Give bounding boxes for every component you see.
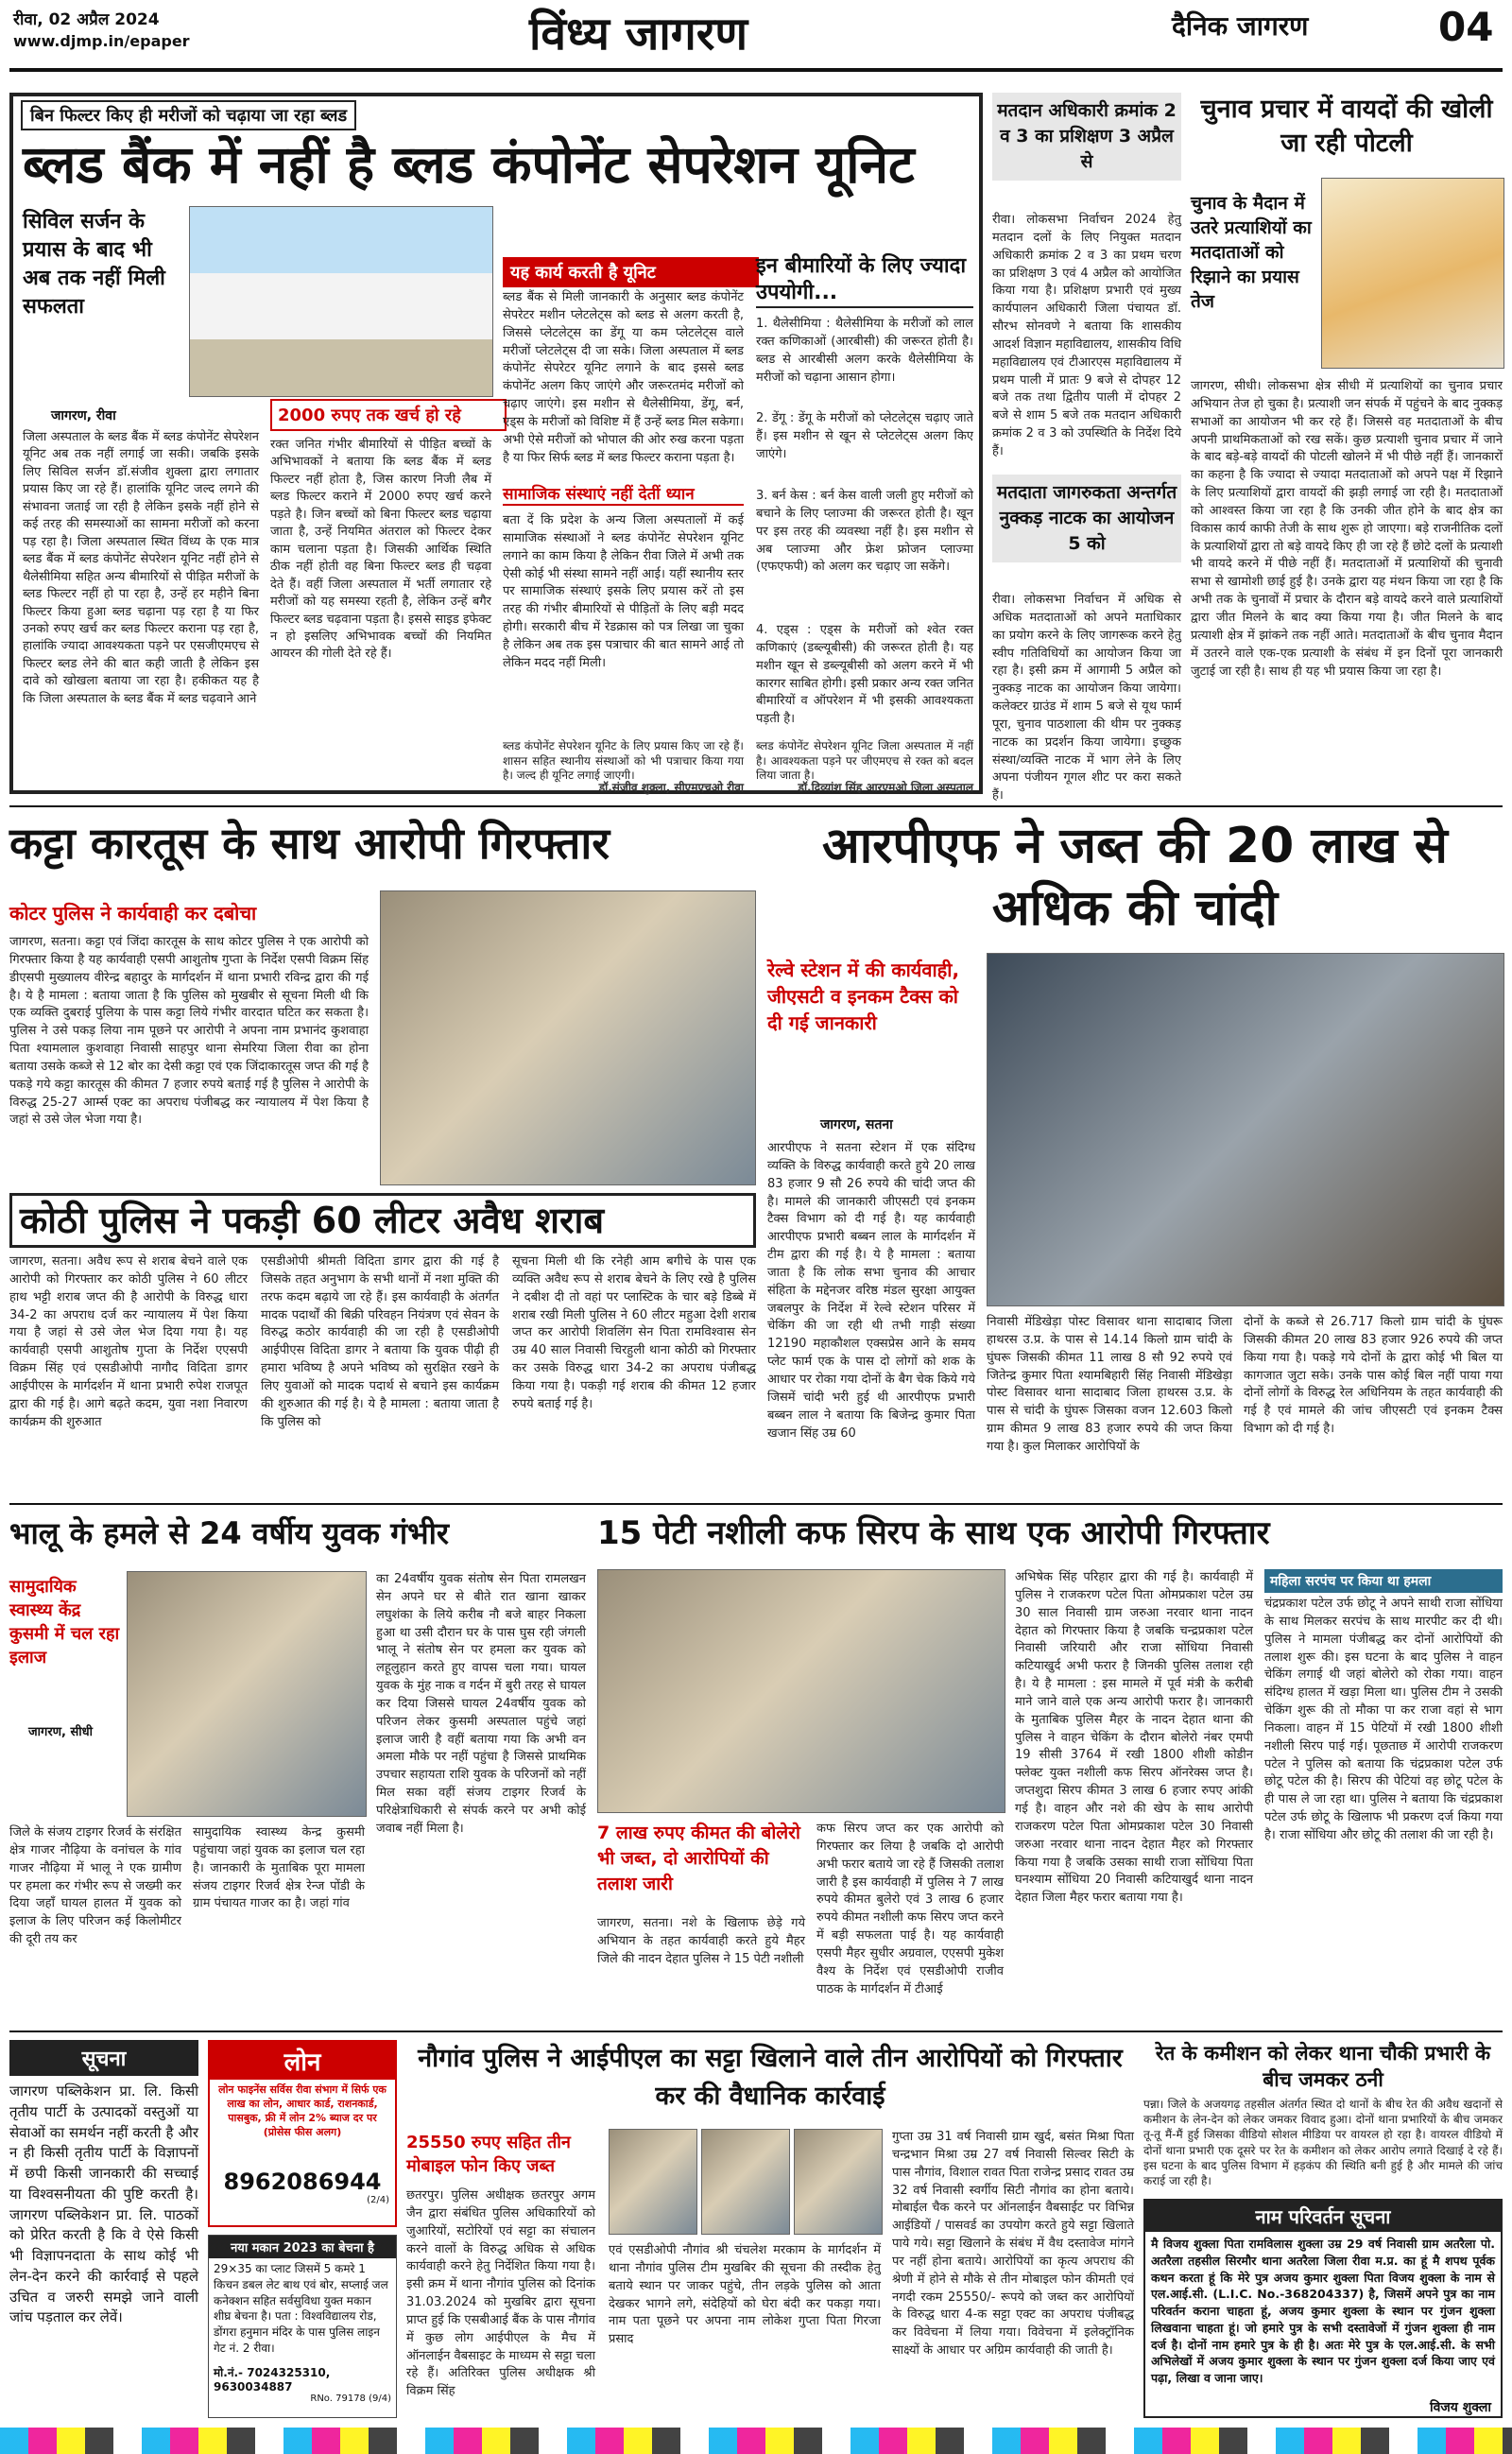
- rpf-headline: आरपीएफ ने जब्त की 20 लाख से अधिक की चांदी: [822, 818, 1448, 937]
- disease-head: इन बीमारियों के लिए ज्यादा उपयोगी...: [756, 253, 973, 308]
- loan-code: (2/4): [367, 2195, 389, 2205]
- cough-side-head: महिला सरपंच पर किया था हमला: [1264, 1569, 1503, 1593]
- ipl-body-3: गुप्ता उम्र 31 वर्ष निवासी ग्राम खुर्द, बसंत मिश्रा पिता चन्द्रभान मिश्रा उम्र 27 वर्ष निवासी सिल्वर सिटी के पास नौगांव, विशाल रावत पिता राजेन्द्र प्रसाद रावत उम्र 32 वर्ष निवासी स्वर्गीय सिटी नौगांव का होना बताये। मोबाईल चैक करने पर ऑनलाईन वैबसाईट पर विभिन्न आईडियों / पासवर्ड का उपयोग करते हुये सट्टा खिलाते पाये गये। सट्टा खिलाने के संबंध में वैध दस्तावेज मांगने पर नहीं होना बताये। आरोपियों का कृत्य अपराध की श्रेणी में होने से मौके से तीन मोबाइल फोन कीमती एवं नगदी रकम 25550/- रूपये को जब्त कर आरोपियों के विरुद्ध धारा 4-क सट्टा एक्ट का अपराध पंजीबद्ध कर विवेचना में लिया गया। विवेचना में इलेक्ट्रॉनिक साक्ष्यों के आधार पर अग्रिम कार्यवाही की जाती है।: [892, 2130, 1134, 2359]
- ipl-article: [406, 2040, 1134, 2418]
- cough-kicker: 7 लाख रुपए कीमत की बोलेरो भी जब्त, दो आरोपियों की तलाश जारी: [597, 1823, 800, 1894]
- ipl-photo-2: [701, 2129, 790, 2235]
- ipl-photo-3: [794, 2129, 883, 2235]
- name-change-notice: [1143, 2199, 1503, 2418]
- quote-2: ब्लड कंपोनेंट सेपरेशन यूनिट जिला अस्पताल में नहीं है। आवश्यकता पड़ने पर जीएमएच से रक्त को बदल लिया जाता है।: [756, 739, 973, 783]
- section-rule-3: [9, 2031, 1503, 2032]
- voter-awareness-head: मतदाता जागरुकता अन्तर्गत नुक्कड़ नाटक का आयोजन 5 को: [992, 475, 1181, 562]
- kothi-col-2: एसडीओपी श्रीमती विदिता डागर द्वारा की गई है जिसके तहत अनुभाग के सभी थानों में नशा मुक्ति की तरफ कदम बढ़ाये जा रहे हैं। इस कार्यवाही के अंतर्गत मादक पदार्थों की बिक्री परिवहन नियंत्रण एवं सेवन के विरुद्ध कठोर कार्यवाही की जा रही है एसडीओपी आईपीएस विदिता डागर ने बताया कि युवक पीढ़ी ही हमारा भविष्य है अपने भविष्य को सुरक्षित रखने के लिए युवाओं को मादक पदार्थ से बचाने इस कार्यक्रम की शुरुआत की गई है। ये है मामला : बताया जाता है कि पुलिस को: [261, 1254, 499, 1429]
- house-head: नया मकान 2023 का बेचना है: [209, 2236, 396, 2258]
- loan-body: लोन फाइनेंस सर्विस रीवा संभाग में सिर्फ एक लाख का लोन, आधार कार्ड, राशनकार्ड, पासबुक, फ्री में लोन 2% ब्याज दर पर (प्रोसेस फीस अलग): [218, 2083, 387, 2138]
- hospital-photo: [189, 206, 493, 397]
- rpf-photo: [987, 953, 1504, 1306]
- kothi-article: [9, 1193, 756, 1494]
- blood-side-head: सिविल सर्जन के प्रयास के बाद भी अब तक नहीं मिली सफलता: [23, 210, 165, 319]
- blood-kicker: बिन फिल्टर किए ही मरीजों को चढ़ाया जा रहा ब्लड: [21, 100, 356, 130]
- cough-side-body: चंद्रप्रकाश पटेल उर्फ छोटू ने अपने साथी राजा सोंधिया के साथ मिलकर सरपंच के साथ मारपीट कर दी थी। पुलिस ने मामला पंजीबद्ध कर दोनों आरोपियों की तलाश शुरू की। इस घटना के बाद पुलिस ने वाहन चेकिंग लगाई थी जहां बोलेरो को रोका गया। वाहन संदिग्ध हालत में खड़ा मिला था। पुलिस टीम ने उसकी चेकिंग शुरू की तो मौका पा कर राजा वहां से भाग निकला। वाहन में 15 पेटियों में रखी 1800 शीशी नशीली सिरप पाई गई। पूछताछ में आरोपी राजकरण पटेल ने पुलिस को बताया कि चंद्रप्रकाश पटेल उर्फ छोटू पटेल की है। सिरप की पेटियां वह छोटू पटेल के ही पास ले जा रहा था। पुलिस ने बताया कि चंद्रप्रकाश पटेल उर्फ छोटू के खिलाफ भी प्रकरण दर्ज किया गया है। राजा सोंधिया और छोटू की तलाश की जा रही है।: [1264, 1597, 1503, 1842]
- sand-headline: रेत के कमीशन को लेकर थाना चौकी प्रभारी के बीच जमकर ठनी: [1155, 2042, 1491, 2091]
- rpf-article: [767, 815, 1503, 1494]
- katta-body: जागरण, सतना। कट्टा एवं जिंदा कारतूस के साथ कोटर पुलिस ने एक आरोपी को गिरफ्तार किया है यह कार्यवाही एसपी आशुतोष गुप्ता के निर्देश एसपी विक्रम सिंह डीएसपी मुख्यालय वीरेन्द्र बहादुर के मार्गदर्शन में थाना प्रभारी रविन्द्र द्वारा की गई है। ये है मामला : बताया जाता है कि पुलिस को मुखबीर से सूचना मिली थी कि एक व्यक्ति दुबराई पुलिया के पास कट्टा लिये गंभीर वारदात घटित कर सकता है। पुलिस ने उसे पकड़ लिया नाम पूछने पर आरोपी ने अपना नाम प्रभानंद कुशवाहा पिता श्यामलाल कुशवाहा निवासी साहपुर थाना सेमरिया जिला रीवा का होना बताया उसके कब्जे से 12 बोर का देसी कट्टा एवं एक जिंदाकारतूस जप्त की गई है पकड़े गये कट्टा कारतूस की कीमत 7 हजार रुपये बताई गई है पुलिस ने आरोपी के विरुद्ध 25-27 आर्म्स एक्ट का अपराध पंजीबद्ध कर न्यायालय में पेश किया है जहां से उसे जेल भेजा गया है।: [9, 935, 369, 1128]
- katta-headline: कट्टा कारतूस के साथ आरोपी गिरफ्तार: [9, 818, 610, 869]
- social-body: बता दें कि प्रदेश के अन्य जिला अस्पतालों में कई सामाजिक संस्थाओं ने ब्लड कंपोनेंट सेपरेशन यूनिट लगाने का काम किया है लेकिन रीवा जिले में अभी तक ऐसी कोई भी संस्था सामने नहीं आई। यहीं स्थानीय स्तर पर सामाजिक संस्थाएं इसके लिए प्रयास करें तो इस तरह की गंभीर बीमारियों से पीड़ितों के लिए बड़ी मदद होगी। सरकारी बीच में रेडक्रास को पत्र लिखा जा चुका है लेकिन अब तक इस पत्राचार की बात सामने आई तो लेकिन मदद नहीं मिली।: [503, 513, 744, 670]
- sand-article: [1143, 2040, 1503, 2191]
- bear-body-1: जिले के संजय टाइगर रिजर्व के संरक्षित क्षेत्र गाजर नौढ़िया के वनांचल के गांव गाजर नौढ़िया में भालू ने एक ग्रामीण पर हमला कर गंभीर रूप से जख्मी कर दिया जहाँ घायल हालत में युवक को इलाज के लिए परिजन कई किलोमीटर की दूरी तय कर: [9, 1825, 181, 1947]
- house-body: 29×35 का प्लाट जिसमें 5 कमरे 1 किचन डबल लेट बाथ एवं बोर, सप्लाई जल कनेक्शन सहित सर्वसुविधा युक्त मकान शीघ्र बेचना है। पता : विश्वविद्यालय रोड, डोंगरा हनुमान मंदिर के पास पुलिस लाइन गेट नं. 2 रीवा।: [214, 2262, 388, 2355]
- poll-column: [992, 93, 1181, 804]
- notice-head: सूचना: [9, 2040, 198, 2076]
- kothi-headline: कोठी पुलिस ने पकड़ी 60 लीटर अवैध शराब: [9, 1193, 756, 1248]
- registration-marks: [0, 2428, 1512, 2454]
- ipl-body-1: छतरपुर। पुलिस अधीक्षक छतरपुर अगम जैन द्वारा संबंधित पुलिस अधिकारियों को जुआरियों, सटोरियों एवं सट्टा का संचालन करने वालों के विरुद्ध अधिक से अधिक कार्यवाही करने हेतु निर्देशित किया गया है। इसी क्रम में थाना नौगांव पुलिस को दिनांक 31.03.2024 को मुखबिर द्वारा सूचना प्राप्त हुई कि एसबीआई बैंक के पास नौगांव में कुछ लोग आईपीएल के मैच में ऑनलाईन वैबसाइट के माध्यम से सट्टा चला रहे हैं। अतिरिक्त पुलिस अधीक्षक श्री विक्रम सिंह: [406, 2188, 595, 2399]
- bear-body-3: का 24वर्षीय युवक संतोष सेन पिता रामलखन सेन अपने घर से बीते रात खाना खाकर लघुशंका के लिये करीब नौ बजे बाहर निकला हुआ था उसी दौरान घर के पास घुस रही जंगली भालू ने संतोष सेन पर हमला कर युवक को लहूलुहान करते हुए वापस चला गया। घायल युवक के मुंह नाक व गर्दन में बुरी तरह से घायल कर दिया जिससे घायल 24वर्षीय युवक को परिजन लेकर कुसमी अस्पताल पहुंचे जहां इलाज जारी है वहीं बताया गया कि अभी वन अमला मौके पर नहीं पहुंचा है जिससे प्राथमिक उपचार सहायता राशि युवक के परिजनों को नहीं मिल सका वहीं संजय टाइगर रिजर्व के परिक्षेत्राधिकारी से संपर्क करने पर अभी कोई जवाब नहीं मिला है।: [376, 1572, 586, 1836]
- disease-3: 3. बर्न केस : बर्न केस वाली जली हुए मरीजों को बचाने के लिए प्लाज्मा की जरूरत होती है। खून पर इस तरह की व्यवस्था नहीं है। इस मशीन से अब प्लाज्मा और फ्रेश फ्रोजन प्लाज्मा (एफएफपी) को अलग कर चढ़ाए जा सकेंगे।: [756, 489, 973, 575]
- credit-1: डॉ.संजीव शुक्ला, सीएमएचओ रीवा: [598, 781, 744, 794]
- social-head: सामाजिक संस्थाएं नहीं देतीं ध्यान: [503, 482, 744, 506]
- rpf-body-2: निवासी मेंडिखेड़ा पोस्ट विसावर थाना सादाबाद जिला हाथरस उ.प्र. के पास से 14.14 किलो ग्राम चांदी के घुंघरू जिसकी कीमत 11 लाख 8 सौ 92 रुपये एवं जितेन्द्र कुमार पिता श्यामबिहारी सिंह निवासी मेंडिखेड़ा पोस्ट विसावर थाना सादाबाद जिला हाथरस उ.प्र. के पास से चांदी के घुंघरू जिसका वजन 12.603 किलो ग्राम कीमत 9 लाख 83 हजार रुपये की जप्त किया गया है। कुल मिलाकर आरोपियों के: [987, 1315, 1232, 1454]
- notice-box: [9, 2040, 198, 2418]
- name-change-head: नाम परिवर्तन सूचना: [1145, 2201, 1501, 2232]
- election-side-head: चुनाव के मैदान में उतरे प्रत्याशियों का मतदाताओं को रिझाने का प्रयास तेज: [1191, 193, 1312, 312]
- katta-article: [9, 815, 756, 1185]
- bear-photo: [127, 1571, 367, 1817]
- voter-awareness-body: रीवा। लोकसभा निर्वाचन में अधिक से अधिक मतदाताओं को अपने मताधिकार का प्रयोग करने के लिए जागरूक करने हेतु स्वीप गतिविधियों का आयोजन किया जा रहा है। इसी क्रम में आगामी 5 अप्रैल को नुक्कड़ नाटक का आयोजन किया जायेगा। कलेक्टर ग्राउंड में शाम 5 बजे से यूथ फार्म पूरा, चुनाव पाठशाला की थीम पर नुक्कड़ नाटक का प्रदर्शन किया जायेगा। इच्छुक संस्था/व्यक्ति नाटक में भाग लेने के लिए अपना पंजीयन गूगल शीट पर करा सकते हैं।: [992, 593, 1181, 804]
- blood-headline: ब्लड बैंक में नहीं है ब्लड कंपोनेंट सेपरेशन यूनिट: [23, 134, 915, 195]
- election-cartoon: [1321, 178, 1504, 369]
- ipl-photo-1: [609, 2129, 697, 2235]
- bear-article: [9, 1512, 586, 2021]
- section-rule-2: [9, 1503, 1503, 1505]
- masthead-brand: दैनिक जागरण: [1172, 10, 1309, 42]
- rpf-body-3: दोनों के कब्जे से 26.717 किलो ग्राम चांदी के घुंघरू जिसकी कीमत 20 लाख 83 हजार 926 रुपये की जप्त किया गया है। पकड़े गये दोनों के द्वारा कोई भी बिल या कागजात जुटा सके। उनके पास कोई बिल नहीं पाया गया दोनों लोगों के विरुद्ध रेल अधिनियम के तहत कार्यवाही की गई है एवं मामले की जांच जीएसटी एवं इनकम टैक्स विभाग को दी गई है।: [1244, 1315, 1503, 1437]
- bear-body-2: सामुदायिक स्वास्थ्य केन्द्र कुसमी पहुंचाया जहां युवक का इलाज चल रहा है। जानकारी के मुताबिक पूरा मामला संजय टाइगर रिजर्व क्षेत्र रेन्ज पोंडी के ग्राम पंचायत गाजर का है। जहां गांव: [193, 1825, 365, 1911]
- kothi-col-3: सूचना मिली थी कि रनेही आम बगीचे के पास एक व्यक्ति अवैध रूप से शराब बेचने के लिए रखे है पुलिस ने दबीश दी तो वहां पर प्लास्टिक के चार बड़े डिब्बे में शराब रखी मिली पुलिस ने 60 लीटर महुआ देशी शराब जप्त कर आरोपी शिवलिंग सेन पिता रामविश्वास सेन उम्र 40 साल निवासी चिरहुली थाना कोठी को गिरफ्तार कर उसके विरुद्ध धारा 34-2 का अपराध पंजीबद्ध किया गया है। पकड़ी गई शराब की कीमत 12 हजार रुपये बताई गई है।: [512, 1254, 756, 1411]
- ipl-headline: नौगांव पुलिस ने आईपीएल का सट्टा खिलाने वाले तीन आरोपियों को गिरफ्तार कर की वैधानिक कार्रवाई: [418, 2044, 1123, 2111]
- unit-head: यह कार्य करती है यूनिट: [503, 257, 759, 287]
- cough-body-3: अभिषेक सिंह परिहार द्वारा की गई है। कार्यवाही में पुलिस ने राजकरण पटेल पिता ओमप्रकाश पटेल उम्र 30 साल निवासी ग्राम जरुआ नरवार थाना नादन देहात को गिरफ्तार किया है जबकि चन्द्रप्रकाश पटेल निवासी जरियारी और राजा सोंधिया निवासी कटियाखुर्द अभी फरार है जिनकी पुलिस तलाश रही है। ये है मामला : इस मामले में पूर्व मंत्री के करीबी माने जाने वाले एक अन्य आरोपी फरार है। जानकारी के मुताबिक पुलिस मैहर के नादन देहात थाना की पुलिस ने वाहन चेकिंग के दौरान बोलेरो नंबर एमपी 19 सीसी 3764 में रखी 1800 शीशी कोडीन फ्लेक्ट युक्त नशीली कफ सिरप ऑनरेक्स जप्त है। जप्तशुदा सिरप कीमत 3 लाख 6 हजार रुपए आंकी गई है। वाहन और नशे की खेप के साथ आरोपी राजकरण पटेल पिता ओमप्रकाश पटेल 30 निवासी जरुआ नरवार थाना नादन देहात मैहर को गिरफ्तार किया गया है जबकि उसका साथी राजा सोंधिया पिता घनश्याम सोंधिया 20 निवासी कटियाखुर्द थाना नादन देहात जिला मैहर फरार बताया गया है।: [1015, 1570, 1253, 1906]
- cough-body-2: कफ सिरप जप्त कर एक आरोपी को गिरफ्तार कर लिया है जबकि दो आरोपी अभी फरार बताये जा रहे हैं जिसकी तलाश जारी है इस कार्यवाही में पुलिस ने 7 लाख रुपये कीमत बुलेरो एवं 3 लाख 6 हजार रुपये कीमत नशीली कफ सिरप जप्त करने में बड़ी सफलता पाई है। यह कार्यवाही एसपी मैहर सुधीर अग्रवाल, एएसपी मुकेश वैश्य के निर्देश एवं एसडीओपी राजीव पाठक के मार्गदर्शन में टीआई: [816, 1822, 1004, 1996]
- masthead-url[interactable]: www.djmp.in/epaper: [13, 32, 190, 50]
- masthead-title: विंध्य जागरण: [529, 8, 748, 60]
- loan-phone[interactable]: 8962086944: [223, 2169, 382, 2195]
- disease-2: 2. डेंगू : डेंगू के मरीजों को प्लेटलेट्स चढ़ाए जाते हैं। इस मशीन से खून से प्लेटलेट्स अलग किए जाएंगे।: [756, 411, 973, 461]
- cough-photo: [597, 1569, 1005, 1813]
- blood-bank-article: [9, 93, 983, 794]
- box-2000-head: 2000 रुपए तक खर्च हो रहे: [270, 399, 507, 431]
- katta-photo: [380, 890, 756, 1185]
- disease-1: 1. थैलेसीमिया : थैलेसीमिया के मरीजों को लाल रक्त कणिकाओं (आरबीसी) की जरूरत होती है। ब्लड से आरबीसी अलग करके थैलेसीमिया के मरीजों को चढ़ाना आसान होगा।: [756, 317, 973, 385]
- section-rule-1: [9, 805, 1503, 807]
- ipl-body-2: एवं एसडीओपी नौगांव श्री चंचलेश मरकाम के मार्गदर्शन में थाना नौगांव पुलिस टीम मुखबिर की सूचना की तस्दीक हेतु बताये स्थान पर जाकर पहुंचे, तीन लड़के पुलिस को आता देखकर भागने लगे, संदेहियों को घेरा बंदी कर पकड़ा गया। नाम पता पूछने पर अपना नाम लोकेश गुप्ता पिता गिरजा प्रसाद: [609, 2243, 881, 2347]
- election-headline: चुनाव प्रचार में वायदों की खोली जा रही पोटली: [1200, 95, 1493, 158]
- sand-body: पन्ना। जिले के अजयगढ़ तहसील अंतर्गत स्थित दो थानों के बीच रेत की अवैध खदानों से कमीशन के लेन-देन को लेकर जमकर विवाद हुआ। दोनों थाना प्रभारियों के बीच जमकर तू-तू मैं-मैं हुई जिसका वीडियो सोशल मीडिया पर वायरल हो रहा है। वायरल वीडियो में दोनों थाना प्रभारी एक दूसरे पर रेत के कमीशन को लेकर आरोप लगाते दिखाई दे रहे हैं। इस घटना के बाद पुलिस विभाग में हड़कंप की स्थिति बनी हुई है और मामले की जांच कराई जा रही है।: [1143, 2098, 1503, 2187]
- loan-ad: [208, 2040, 397, 2227]
- bear-dateline: जागरण, सीधी: [28, 1725, 94, 1739]
- poll-training-head: मतदान अधिकारी क्रमांक 2 व 3 का प्रशिक्षण 3 अप्रैल से: [992, 93, 1181, 181]
- kothi-col-1: जागरण, सतना। अवैध रूप से शराब बेचने वाले एक आरोपी को गिरफ्तार कर कोठी पुलिस ने 60 लीटर हाथ भट्टी शराब जप्त की है आरोपी के विरुद्ध धारा 34-2 का अपराध दर्ज कर न्यायालय में पेश किया गया है जहां से उसे जेल भेज दिया गया है। यह कार्यवाही एसपी आशुतोष गुप्ता के निर्देश एएसपी विक्रम सिंह एवं एसडीओपी नागौद विदिता डागर आईपीएस के मार्गदर्शन में थाना प्रभारी रुपेश राजपूत द्वारा की गई है। आगे बढ़ते कदम, युवा नशा निवारण कार्यक्रम की शुरुआत: [9, 1254, 248, 1429]
- credit-2: डॉ.दिव्यांश सिंह आरएमओ जिला अस्पताल: [798, 781, 973, 794]
- loan-head: लोन: [210, 2042, 395, 2080]
- rpf-dateline: जागरण, सतना: [820, 1117, 893, 1132]
- cough-article: [597, 1512, 1503, 2021]
- print-registration-strip: [0, 2428, 1512, 2454]
- box-2000-body: रक्त जनित गंभीर बीमारियों से पीड़ित बच्चों के अभिभावकों ने बताया कि ब्लड बैंक में ब्लड फिल्टर नहीं होता है, जिस कारण निजी लैब में ब्लड फिल्टर कराने में 2000 रुपए खर्च करने पड़ते है। जिन बच्चों को बिना फिल्टर ब्लड चढ़ाया जाता है, उन्हें नियमित अंतराल को फिल्टर देकर काम चलाना पड़ता है। जिसकी आर्थिक स्थिति ठीक नहीं होती वह बिना फिल्टर ब्लड ही चढ़वा देते हैं। वहीं जिला अस्पताल में भर्ती लगातार रहे मरीजों को यह समस्या रहती है, लेकिन उन्हें बगैर फिल्टर ब्लड चढ़वाना पड़ता है। इससे साइड इफेक्ट न हो इसलिए अभिभावक बच्चों की नियमित आयरन की गोली देते रहे हैं।: [270, 438, 491, 662]
- election-promises-article: [1191, 93, 1503, 794]
- masthead-rule: [9, 68, 1503, 72]
- house-phone[interactable]: मो.नं.- 7024325310, 9630034887: [214, 2366, 331, 2394]
- cough-headline: 15 पेटी नशीली कफ सिरप के साथ एक आरोपी गिरफ्तार: [597, 1514, 1270, 1552]
- masthead: [0, 0, 1512, 68]
- page-number: 04: [1438, 4, 1494, 50]
- rpf-body-1: आरपीएफ ने सतना स्टेशन में एक संदिग्ध व्यक्ति के विरुद्ध कार्यवाही करते हुये 20 लाख 83 हजार 9 सौ 26 रुपये की चांदी जप्त की है। मामले की जानकारी जीएसटी एवं इनकम टैक्स विभाग को दी गई है। यह कार्यवाही आरपीएफ प्रभारी बब्बन लाल के मार्गदर्शन में टीम द्वारा की गई है। ये है मामला : बताया जाता है कि लोक सभा चुनाव की आचार संहिता के मद्देनजर वरिष्ठ मंडल सुरक्षा आयुक्त जबलपुर के निर्देश में रेल्वे स्टेशन परिसर में चेकिंग की जा रही थी तभी गाड़ी संख्या 12190 महाकौशल एक्सप्रेस आने के समय प्लेट फार्म एक के पास दो लोगों को शक के आधार पर रोका गया दोनों के बैग चेक किये गये जिसमें चांदी भरी हुई थी आरपीएफ प्रभारी बब्बन लाल ने बताया कि बिजेन्द्र कुमार पिता खजान सिंह उम्र 60: [767, 1141, 975, 1441]
- unit-body: ब्लड बैंक से मिली जानकारी के अनुसार ब्लड कंपोनेंट सेपरेटर मशीन प्लेटलेट्स को ब्लड से अलग करती है, जिससे प्लेटलेट्स का डेंगू या कम प्लेटलेट्स वाले मरीजों प्लेटलेट्स दी जा सके। जिला अस्पताल में ब्लड कंपोनेंट सेपरेटर यूनिट लगाने के बाद इससे ब्लड कंपोनेंट अलग किए जाएंगे और जरूरतमंद मरीजों को चढ़ाए जाएंगे। इस मशीन से थैलेसीमिया, डेंगू, बर्न, एड्स के मरीजों को विशिष्ट में हैं उन्हें ब्लड मिल सकेगा। अभी ऐसे मरीजों को भोपाल की ओर रुख करना पड़ता है या फिर सिर्फ ब्लड में ब्लड फिल्टर कराना पड़ता है।: [503, 290, 744, 465]
- house-code: RNo. 79178 (9/4): [310, 2394, 391, 2404]
- blood-body-1: जिला अस्पताल के ब्लड बैंक में ब्लड कंपोनेंट सेपरेशन यूनिट अब तक नहीं लगाई जा सकी। जबकि इसके लिए सिविल सर्जन डॉ.संजीव शुक्ला द्वारा लगातार प्रयास किए जा रहे हैं। हालांकि यूनिट जल्द लगने की संभावना जताई जा रही है लेकिन इसके नहीं होने से कई तरह की समस्याओं का सामना मरीजों को करना पड़ रहा है। जिला अस्पताल स्थित विंध्य के एक मात्र ब्लड बैंक में ब्लड कंपोनेंट सेपरेशन यूनिट नहीं होने से थैलेसीमिया सहित अन्य बीमारियों से पीड़ित मरीजों के ब्लड फिल्टर नहीं हो पा रहा है, उन्हें हर महीने बिना फिल्टर किया हुआ ब्लड चढ़ाना पड़ रहा है या फिर उनको रुपए खर्च कर ब्लड फिल्टर कराना पड़ रहा है, हालांकि ज्यादा आवश्यकता पड़ने पर एसजीएमएच से फिल्टर ब्लड लेने की बात कही जाती है लेकिन इस दावे को खोखला बताया जा रहा है। हकीकत यह है कि जिला अस्पताल के ब्लड बैंक में ब्लड चढ़वाने आने: [23, 430, 259, 706]
- disease-4: 4. एड्स : एड्स के मरीजों को श्वेत रक्त कणिकाएं (डब्ल्यूबीसी) की जरूरत होती है। यह मशीन खून से डब्ल्यूबीसी को अलग करने में भी कारगर साबित होगी। इसी प्रकार अन्य रक्त जनित बीमारियों व ऑपरेशन में भी इसकी आवश्यकता पड़ती है।: [756, 623, 973, 727]
- election-body: जागरण, सीधी। लोकसभा क्षेत्र सीधी में प्रत्याशियों का चुनाव प्रचार अभियान तेज हो चुका है। प्रत्याशी जन संपर्क में पहुंचने के बाद नुक्कड़ सभाओं का आयोजन भी कर रहे हैं। जिससे वह मतदाताओं के बीच अपनी प्राथमिकताओं को रख सकें। कुछ प्रत्याशी चुनाव प्रचार में जाने के बाद बड़े-बड़े वायदों की पोटली खोलने में भी पीछे नहीं हैं। जानकारों का कहना है कि ज्यादा से ज्यादा मतदाताओं को अपने पक्ष में रिझाने के लिए प्रत्याशियों द्वारा वायदों की झड़ी लगाई जा रही है। मतदाताओं को आश्वस्त किया जा रहा है कि उनकी जीत होने के बाद क्षेत्र का विकास कार्य काफी तेजी के साथ शुरू हो जाएगा। बड़े राजनीतिक दलों के प्रत्याशियों द्वारा तो बड़े वायदे किए ही जा रहे हैं छोटे दलों के प्रत्याशी भी वायदे करने में पीछे नहीं हैं। मतदाताओं में प्रत्याशियों की चुनावी सभा से खामोशी छाई हुई है। उनके द्वारा यह मंथन किया जा रहा है कि अभी तक के चुनावों में प्रचार के दौरान बड़े वायदे करने वाले प्रत्याशियों द्वारा जीत मिलने के बाद क्या किया गया है। जीत मिलने के बाद प्रत्याशी क्षेत्र में झांकने तक नहीं आते। मतदाताओं के बीच चुनाव मैदान में उतरने वाले एक-एक प्रत्याशी के संबंध में इन दिनों पूरा जानकारी जुटाई जा रही है। साथ ही यह भी प्रयास किया जा रहा है।: [1191, 379, 1503, 679]
- poll-training-body: रीवा। लोकसभा निर्वाचन 2024 हेतु मतदान दलों के लिए नियुक्त मतदान अधिकारी क्रमांक 2 व 3 का प्रथम चरण का प्रशिक्षण 3 एवं 4 अप्रैल को आयोजित किया गया है। प्रशिक्षण प्रभारी एवं मुख्य कार्यपालन अधिकारी जिला पंचायत डॉ. सौरभ सोनवणे ने बताया कि शासकीय आदर्श विज्ञान महाविद्यालय, शासकीय विधि महाविद्यालय एवं टीआरएस महाविद्यालय में प्रथम पाली में प्रातः 9 बजे से दोपहर 12 बजे तक तथा द्वितीय पाली में दोपहर 2 बजे से शाम 5 बजे तक मतदान अधिकारी क्रमांक 2 व 3 को उपस्थिति के निर्देश दिये हैं।: [992, 213, 1181, 458]
- masthead-place-date: रीवा, 02 अप्रैल 2024: [13, 10, 160, 29]
- bear-kicker: सामुदायिक स्वास्थ्य केंद्र कुसमी में चल रहा इलाज: [9, 1577, 120, 1668]
- house-ad: [208, 2235, 397, 2418]
- rpf-kicker: रेल्वे स्टेशन में की कार्यवाही, जीएसटी व इनकम टैक्स को दी गई जानकारी: [767, 959, 960, 1034]
- name-change-sign: विजय शुक्ला: [1429, 2400, 1491, 2415]
- blood-dateline: जागरण, रीवा: [51, 408, 116, 423]
- cough-body-1: जागरण, सतना। नशे के खिलाफ छेड़े गये अभियान के तहत कार्यवाही करते हुये मैहर जिले की नादन देहात पुलिस ने 15 पेटी नशीली: [597, 1916, 805, 1966]
- quote-1: ब्लड कंपोनेंट सेपरेशन यूनिट के लिए प्रयास किए जा रहे हैं। शासन सहित स्थानीय संस्थाओं को भी पत्राचार किया गया है। जल्द ही यूनिट लगाई जाएगी।: [503, 739, 744, 783]
- ipl-kicker: 25550 रुपए सहित तीन मोबाइल फोन किए जब्त: [406, 2133, 571, 2176]
- name-change-body: मै विजय शुक्ला पिता रामविलास शुक्ला उम्र 29 वर्ष निवासी ग्राम अतरैला पो. अतरैला तहसील सिरमौर थाना अतरैला जिला रीवा म.प्र. का हूं मै शपथ पूर्वक कथन करता हूं कि मेरे पुत्र अजय कुमार शुक्ला पिता विजय शुक्ला के नाम से एल.आई.सी. (L.I.C. No.-368204337) है, जिसमें अपने पुत्र का नाम परिवर्तन कराना चाहता हूं, अजय कुमार शुक्ला के स्थान पर गुंजन शुक्ला लिखवाना चाहता हूं। जो हमारे पुत्र के सभी दस्तावेजों में गुंजन शुक्ला ही नाम दर्ज है। दोनों नाम हमारे पुत्र के ही है। अतः मेरे पुत्र के एल.आई.सी. के सभी अभिलेखों में अजय कुमार शुक्ला के स्थान पर गुंजन शुक्ला दर्ज किया जाए एवं पढ़ा, लिखा व जाना जाए।: [1151, 2237, 1495, 2385]
- notice-body: जागरण पब्लिकेशन प्रा. लि. किसी तृतीय पार्टी के उत्पादकों वस्तुओं या सेवाओं का समर्थन नहीं करती है और न ही किसी तृतीय पार्टी के विज्ञापनों में छपी किसी जानकारी की सच्चाई या विश्वसनीयता की पुष्टि करती है। जागरण पब्लिकेशन प्रा. लि. पाठकों को प्रेरित करती है कि वे ऐसे किसी भी विज्ञापनदाता के साथ कोई भी लेन-देन करने की कार्रवाई से पहले उचित व जरुरी समझे जाने वाली जांच पड़ताल कर लेवें।: [9, 2082, 198, 2326]
- bear-headline: भालू के हमले से 24 वर्षीय युवक गंभीर: [9, 1515, 449, 1551]
- katta-kicker: कोटर पुलिस ने कार्यवाही कर दबोचा: [9, 902, 257, 925]
